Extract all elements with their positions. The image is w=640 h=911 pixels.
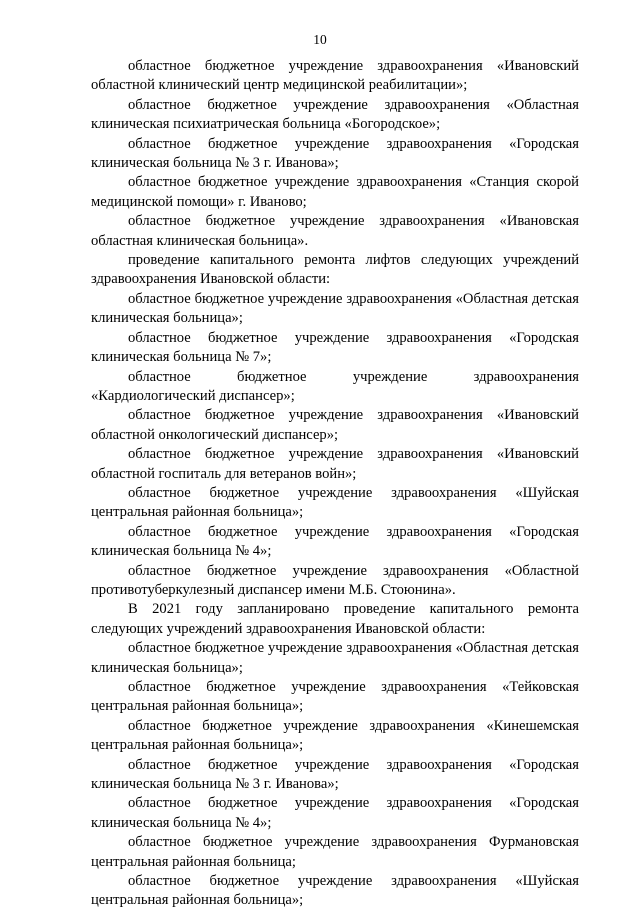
paragraph: областное бюджетное учреждение здравоохранения «Городская клиническая больница № 3 г. Иванова»; bbox=[91, 135, 579, 172]
paragraph: В 2021 году запланировано проведение капитального ремонта следующих учреждений здравоохранения Ивановской области: bbox=[91, 601, 579, 637]
paragraph: областное бюджетное учреждение здравоохранения «Шуйская центральная районная больница»; bbox=[91, 484, 579, 521]
paragraph: областное бюджетное учреждение здравоохранения «Ивановский областной онкологический диспансер»; bbox=[91, 407, 579, 443]
paragraph: областное бюджетное учреждение здравоохранения «Городская клиническая больница № 3 г. Иванова»; bbox=[91, 756, 579, 793]
paragraph: областное бюджетное учреждение здравоохранения «Ивановская областная клиническая больница». bbox=[91, 213, 579, 249]
paragraph: областное бюджетное учреждение здравоохранения «Городская клиническая больница № 7»; bbox=[91, 329, 579, 366]
paragraph: областное бюджетное учреждение здравоохранения «Городская клиническая больница № 4»; bbox=[91, 795, 579, 831]
paragraph: проведение капитального ремонта лифтов следующих учреждений здравоохранения Ивановской области: bbox=[91, 252, 579, 288]
paragraph: областное бюджетное учреждение здравоохранения «Станция скорой медицинской помощи» г. Иваново; bbox=[91, 174, 579, 210]
paragraph: областное бюджетное учреждение здравоохранения Фурмановская центральная районная больница; bbox=[91, 834, 579, 870]
document-body bbox=[91, 57, 579, 911]
paragraph: областное бюджетное учреждение здравоохранения «Областная клиническая психиатрическая больница «Богородское»; bbox=[91, 96, 579, 133]
paragraph: областное бюджетное учреждение здравоохранения «Тейковская центральная районная больница»; bbox=[91, 679, 579, 715]
paragraph: областное бюджетное учреждение здравоохранения «Шуйская центральная районная больница»; bbox=[91, 873, 579, 909]
paragraph: областное бюджетное учреждение здравоохранения «Городская клиническая больница № 4»; bbox=[91, 523, 579, 560]
paragraph: областное бюджетное учреждение здравоохранения «Кинешемская центральная районная больница»; bbox=[91, 717, 579, 754]
paragraph: областное бюджетное учреждение здравоохранения «Областная детская клиническая больница»; bbox=[91, 290, 579, 327]
paragraph: областное бюджетное учреждение здравоохранения «Областная детская клиническая больница»; bbox=[91, 640, 579, 676]
paragraph: областное бюджетное учреждение здравоохранения «Ивановский областной клинический центр медицинской реабилитации»; bbox=[91, 58, 579, 94]
page-number: 10 bbox=[313, 32, 327, 47]
paragraph: областное бюджетное учреждение здравоохранения «Областной противотуберкулезный диспансер имени М.Б. Стоюнина». bbox=[91, 562, 579, 598]
paragraph: областное бюджетное учреждение здравоохранения «Ивановский областной госпиталь для ветеранов войн»; bbox=[91, 446, 579, 482]
paragraph: областное бюджетное учреждение здравоохранения «Кардиологический диспансер»; bbox=[91, 368, 579, 404]
